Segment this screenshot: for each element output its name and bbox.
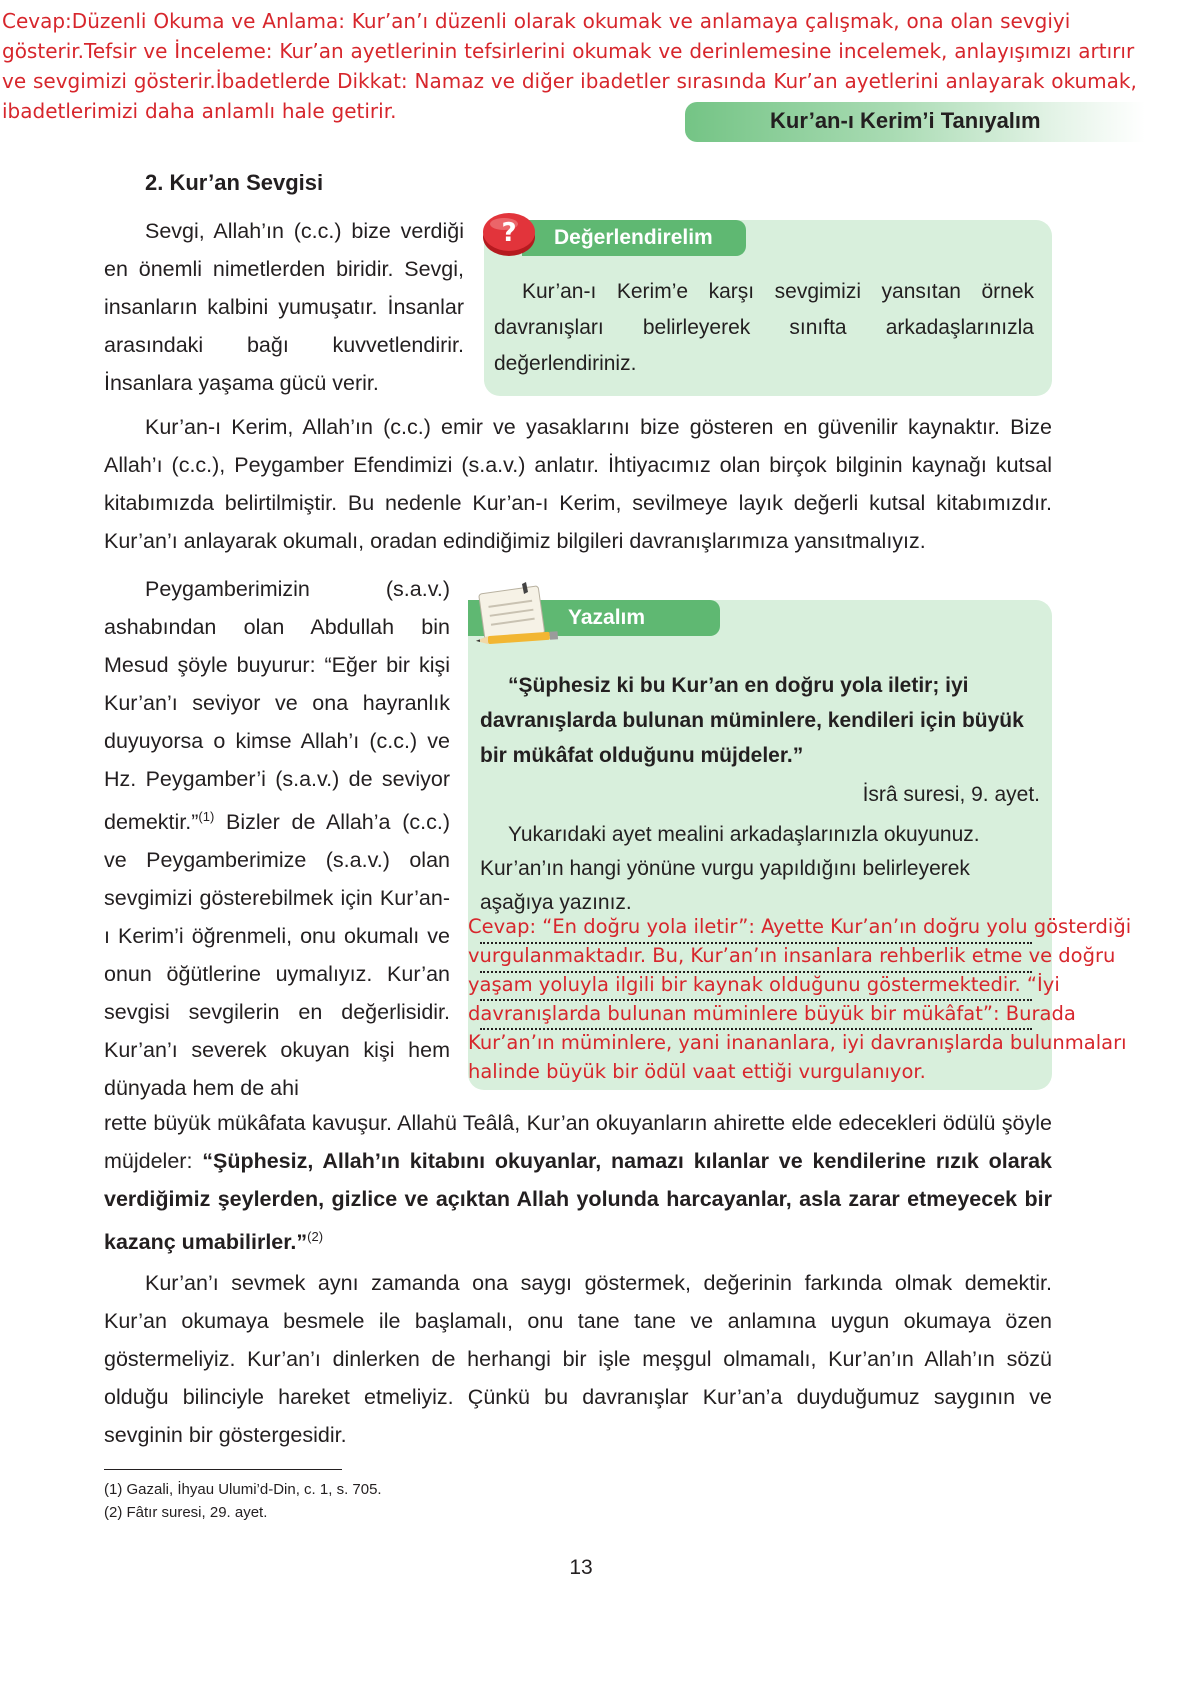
paragraph-quran-source: Kur’an-ı Kerim, Allah’ın (c.c.) emir ve yasaklarını bize gösteren en güvenilir kaynaktır. Bize Allah’ı (c.c.), Peygamber Efendimizi (s.a.v.) anlatır. İhtiyacımız olan birçok bilginin kaynağı kutsal kitabımızda belirtilmiştir. Bu nedenle Kur’an-ı Kerim, sevilmeye layık değerli kutsal kitabımızdır. Kur’an’ı anlayarak okumalı, oradan edindiğimiz bilgileri davranışlarımıza yansıtmalıyız.	[104, 415, 1052, 553]
mesud-quote-text: Peygamberimizin (s.a.v.) ashabından olan Abdullah bin Mesud şöyle buyurur: “Eğer bir kişi Kur’an’ı seviyor ve ona hayranlık duyuyorsa o kimse Allah’ı (c.c.) ve Hz. Peygamber’i (s.a.v.) de seviyor demektir.”	[104, 577, 450, 835]
footnote-ref-1: (1)	[198, 809, 215, 824]
paragraph-respect: Kur’an’ı sevmek aynı zamanda ona saygı göstermek, değerinin farkında olmak demektir. Kur’an okumaya besmele ile başlamalı, onu tane tane ve anlamına uygun okumaya özen göstermeliyiz. Kur’an’ı dinlerken de herhangi bir işle meşgul olmamalı, Kur’an’ın Allah’ın sözü olduğu bilinciyle hareket etmeliyiz. Çünkü bu davranışlar Kur’an’a duyduğumuz saygının ve sevginin bir göstergesidir.	[104, 1271, 1052, 1447]
love-text-continued: Bizler de Allah’a (c.c.) ve Peygamberimize (s.a.v.) olan sevgimizi gösterebilmek için Kur’an-ı Kerim’i öğrenmeli, onu okumalı ve onun öğütlerine uymalıyız. Kur’an sevgisi sevgilerin en değerlisidir. Kur’an’ı severek okuyan kişi hem dünyada hem de ahi	[104, 810, 450, 1101]
footnote-ref-2: (2)	[307, 1229, 324, 1244]
notepad-pencil-icon	[470, 582, 566, 650]
fatir-verse-quote: “Şüphesiz, Allah’ın kitabını okuyanlar, namazı kılanlar ve kendilerine rızık olarak verdiğimiz şeylerden, gizlice ve açıktan Allah yolunda harcayanlar, asla zarar etmeyecek bir kazanç umabilirler.”	[104, 1149, 1052, 1255]
write-label: Yazalım	[468, 600, 720, 636]
svg-text:?: ?	[501, 218, 517, 248]
write-answer-text: Cevap: “En doğru yola iletir”: Ayette Kur’an’ın doğru yolu gösterdiği vurgulanmaktadır. Bu, Kur’an’ın insanlara rehberlik etme ve doğru yaşam yoluyla ilgili bir kaynak olduğunu göstermektedir. “İyi davranışlarda bulunan müminlere büyük bir mükâfat”: Burada Kur’an’ın müminlere, yani inananlara, iyi davranışlarda bulunmaları halinde büyük bir ödül vaat ettiği vurgulanıyor.	[468, 915, 1132, 1083]
paragraph-love-intro: Sevgi, Allah’ın (c.c.) bize verdiği en önemli nimetlerden biridir. Sevgi, insanların kalbini yumuşatır. İnsanlar arasındaki bağı kuvvetlendirir. İnsanlara yaşama gücü verir.	[104, 219, 464, 395]
reward-text: rette büyük mükâfata kavuşur. Allahü Teâlâ, Kur’an okuyanların ahirette elde edecekleri ödülü şöyle müjdeler:	[104, 1111, 1052, 1173]
paragraph-reward	[104, 1104, 1052, 1261]
evaluate-label: Değerlendirelim	[522, 220, 746, 256]
footnote-1: (1) Gazali, İhyau Ulumi’d-Din, c. 1, s. 705.	[104, 1481, 382, 1498]
top-answer-text: Cevap:Düzenli Okuma ve Anlama: Kur’an’ı düzenli olarak okumak ve anlamaya çalışmak, ona olan sevgiyi gösterir.Tefsir ve İnceleme: Kur’an ayetlerinin tefsirlerini okumak ve derinlemesine incelemek, anlayışımızı artırır ve sevgimizi gösterir.İbadetlerde Dikkat: Namaz ve diğer ibadetler sırasında Kur’an ayetlerini anlayarak okumak, ibadetlerimizi daha anlamlı hale getirir.	[2, 9, 1137, 123]
evaluate-text: Kur’an-ı Kerim’e karşı sevgimizi yansıtan örnek davranışları belirleyerek sınıfta arkadaşlarınızla değerlendiriniz.	[494, 280, 1034, 375]
chapter-title: Kur’an-ı Kerim’i Tanıyalım	[770, 108, 1041, 133]
write-instruction: Yukarıdaki ayet mealini arkadaşlarınızla okuyunuz. Kur’an’ın hangi yönüne vurgu yapıldığını belirleyerek aşağıya yazınız.	[480, 823, 980, 914]
footnote-divider	[104, 1469, 342, 1470]
question-icon	[480, 207, 538, 259]
paragraph-abdullah-bin-mesud	[104, 570, 450, 1107]
footnotes	[104, 1478, 704, 1524]
verse-source: İsrâ suresi, 9. ayet.	[862, 783, 1040, 806]
section-title: 2. Kur’an Sevgisi	[145, 170, 324, 195]
page-number: 13	[569, 1556, 593, 1579]
footnote-2: (2) Fâtır suresi, 29. ayet.	[104, 1504, 268, 1521]
isra-verse-quote: “Şüphesiz ki bu Kur’an en doğru yola iletir; iyi davranışlarda bulunan müminlere, kendileri için büyük bir mükâfat olduğunu müjdeler.”	[480, 674, 1024, 767]
